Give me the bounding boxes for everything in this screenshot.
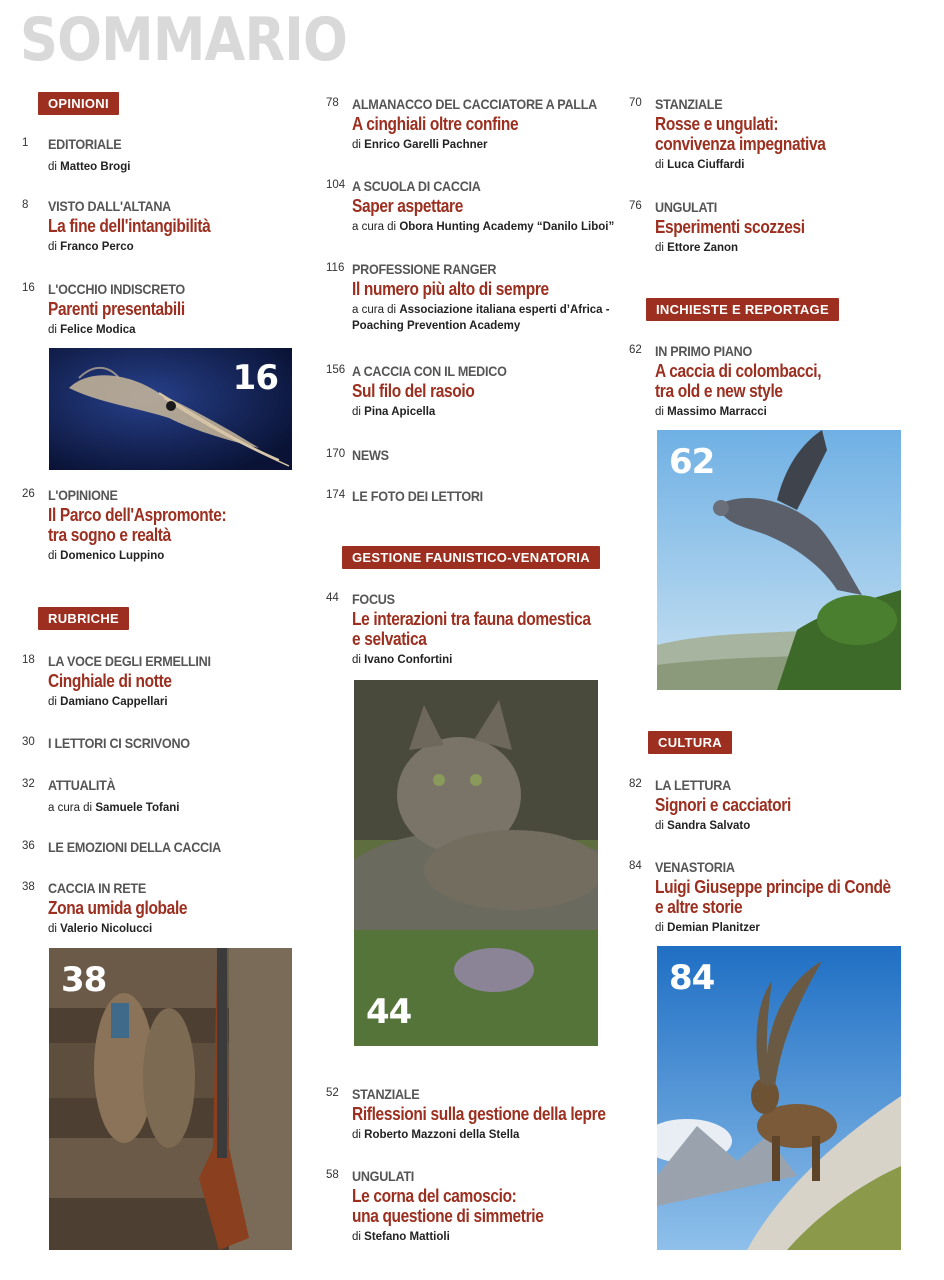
author-name: Demian Planitzer [667, 922, 760, 934]
author-name: Massimo Marracci [667, 406, 767, 418]
author-name: Stefano Mattioli [364, 1231, 450, 1243]
author-prefix: di [352, 406, 361, 418]
entry-section: UNGULATI [352, 1168, 415, 1184]
entry-headline: tra sogno e realtà [48, 525, 171, 545]
entry-section: L'OCCHIO INDISCRETO [48, 281, 185, 297]
page-number: 36 [22, 840, 35, 852]
author-prefix: di [48, 241, 57, 253]
entry-section: A CACCIA CON IL MEDICO [352, 363, 507, 379]
entry-section: EDITORIALE [48, 136, 122, 152]
page-number: 104 [326, 179, 346, 191]
page-number: 1 [22, 137, 29, 149]
entry-headline: Signori e cacciatori [655, 795, 791, 815]
entry-headline: Cinghiale di notte [48, 671, 172, 691]
author-prefix: di [655, 922, 664, 934]
ducks-rifle-photo [49, 948, 292, 1250]
section-badge-rubriche: RUBRICHE [38, 607, 129, 630]
entry-section: LA LETTURA [655, 777, 731, 793]
entry-section: I LETTORI CI SCRIVONO [48, 735, 190, 751]
author-name: Damiano Cappellari [60, 696, 168, 708]
author-name: Valerio Nicolucci [60, 923, 153, 935]
author-name: Ettore Zanon [667, 242, 739, 254]
entry-section: STANZIALE [655, 96, 723, 112]
author-name: Luca Ciuffardi [667, 159, 745, 171]
entry-section: IN PRIMO PIANO [655, 343, 753, 359]
page-number: 30 [22, 736, 35, 748]
author-prefix: di [352, 1129, 361, 1141]
entry-headline: Il Parco dell'Aspromonte: [48, 505, 227, 525]
author-prefix: di [655, 159, 664, 171]
pigeon-photo [657, 430, 901, 690]
author-name: Samuele Tofani [95, 802, 180, 814]
entry-headline: Il numero più alto di sempre [352, 279, 549, 299]
page-number: 38 [22, 881, 35, 893]
entry-section: NEWS [352, 447, 389, 463]
author-prefix: di [655, 820, 664, 832]
page-number: 170 [326, 448, 346, 460]
cat-photo [354, 680, 598, 1046]
entry-section: UNGULATI [655, 199, 718, 215]
author-name: Roberto Mazzoni della Stella [364, 1129, 520, 1141]
entry-headline: una questione di simmetrie [352, 1206, 544, 1226]
entry-headline: Le corna del camoscio: [352, 1186, 517, 1206]
section-badge-gestione: GESTIONE FAUNISTICO-VENATORIA [342, 546, 600, 569]
page-number: 84 [629, 860, 642, 872]
author-name: Associazione italiana esperti d’Africa - [399, 304, 610, 316]
entry-section: STANZIALE [352, 1086, 420, 1102]
entry-section: A SCUOLA DI CACCIA [352, 178, 481, 194]
author-prefix: di [352, 1231, 361, 1243]
author-prefix: di [48, 324, 57, 336]
entry-section: L'OPINIONE [48, 487, 118, 503]
entry-section: ATTUALITÀ [48, 777, 116, 793]
author-prefix: di [655, 406, 664, 418]
page-number: 16 [22, 282, 35, 294]
author-name: Domenico Luppino [60, 550, 165, 562]
entry-headline: Zona umida globale [48, 898, 188, 918]
entry-headline: tra old e new style [655, 381, 783, 401]
author-name: Enrico Garelli Pachner [364, 139, 488, 151]
section-badge-opinioni: OPINIONI [38, 92, 119, 115]
ibex-photo [657, 946, 901, 1250]
page-number: 8 [22, 199, 29, 211]
author-prefix: di [48, 550, 57, 562]
entry-headline: e altre storie [655, 897, 743, 917]
author-name: Sandra Salvato [667, 820, 751, 832]
author-prefix: di [655, 242, 664, 254]
section-badge-inchieste: INCHIESTE E REPORTAGE [646, 298, 839, 321]
page-number: 82 [629, 778, 642, 790]
author-name: Poaching Prevention Academy [352, 320, 521, 332]
author-name: Pina Apicella [364, 406, 436, 418]
author-name: Ivano Confortini [364, 654, 453, 666]
entry-headline: convivenza impegnativa [655, 134, 826, 154]
photo-page-number: 16 [232, 358, 278, 398]
page-number: 44 [326, 592, 339, 604]
photo-page-number: 38 [61, 960, 107, 1000]
entry-section: VENASTORIA [655, 859, 735, 875]
entry-headline: Le interazioni tra fauna domestica [352, 609, 591, 629]
page-number: 18 [22, 654, 35, 666]
author-prefix: a cura di [48, 802, 93, 814]
entry-headline: Luigi Giuseppe principe di Condè [655, 877, 891, 897]
author-prefix: di [352, 654, 361, 666]
entry-section: LE EMOZIONI DELLA CACCIA [48, 839, 221, 855]
entry-headline: A cinghiali oltre confine [352, 114, 519, 134]
page-number: 62 [629, 344, 642, 356]
entry-headline: Rosse e ungulati: [655, 114, 779, 134]
entry-headline: Parenti presentabili [48, 299, 185, 319]
entry-section: ALMANACCO DEL CACCIATORE A PALLA [352, 96, 597, 112]
author-name: Matteo Brogi [60, 161, 131, 173]
page-number: 26 [22, 488, 35, 500]
author-name: Franco Perco [60, 241, 134, 253]
section-badge-cultura: CULTURA [648, 731, 732, 754]
entry-headline: e selvatica [352, 629, 427, 649]
entry-section: VISTO DALL'ALTANA [48, 198, 172, 214]
photo-page-number: 84 [669, 958, 715, 998]
page-number: 58 [326, 1169, 339, 1181]
entry-headline: Sul filo del rasoio [352, 381, 475, 401]
entry-section: PROFESSIONE RANGER [352, 261, 497, 277]
author-prefix: di [48, 696, 57, 708]
entry-section: FOCUS [352, 591, 395, 607]
photo-page-number: 44 [366, 992, 412, 1032]
page-number: 156 [326, 364, 346, 376]
page-number: 76 [629, 200, 642, 212]
entry-headline: Esperimenti scozzesi [655, 217, 805, 237]
squid-photo [49, 348, 292, 470]
author-prefix: a cura di [352, 304, 397, 316]
page-number: 32 [22, 778, 35, 790]
page-number: 174 [326, 489, 346, 501]
entry-headline: Saper aspettare [352, 196, 464, 216]
author-prefix: di [48, 161, 57, 173]
entry-section: LA VOCE DEGLI ERMELLINI [48, 653, 211, 669]
author-name: Obora Hunting Academy “Danilo Liboi” [399, 221, 615, 233]
entry-section: CACCIA IN RETE [48, 880, 146, 896]
entry-headline: La fine dell'intangibilità [48, 216, 211, 236]
entry-headline: A caccia di colombacci, [655, 361, 822, 381]
page-number: 52 [326, 1087, 339, 1099]
photo-page-number: 62 [669, 442, 715, 482]
author-prefix: di [48, 923, 57, 935]
page-number: 78 [326, 97, 339, 109]
author-prefix: a cura di [352, 221, 397, 233]
page-title: SOMMARIO [20, 5, 348, 75]
author-name: Felice Modica [60, 324, 136, 336]
entry-section: LE FOTO DEI LETTORI [352, 488, 483, 504]
page-number: 70 [629, 97, 642, 109]
entry-headline: Riflessioni sulla gestione della lepre [352, 1104, 606, 1124]
author-prefix: di [352, 139, 361, 151]
page-number: 116 [326, 262, 345, 274]
